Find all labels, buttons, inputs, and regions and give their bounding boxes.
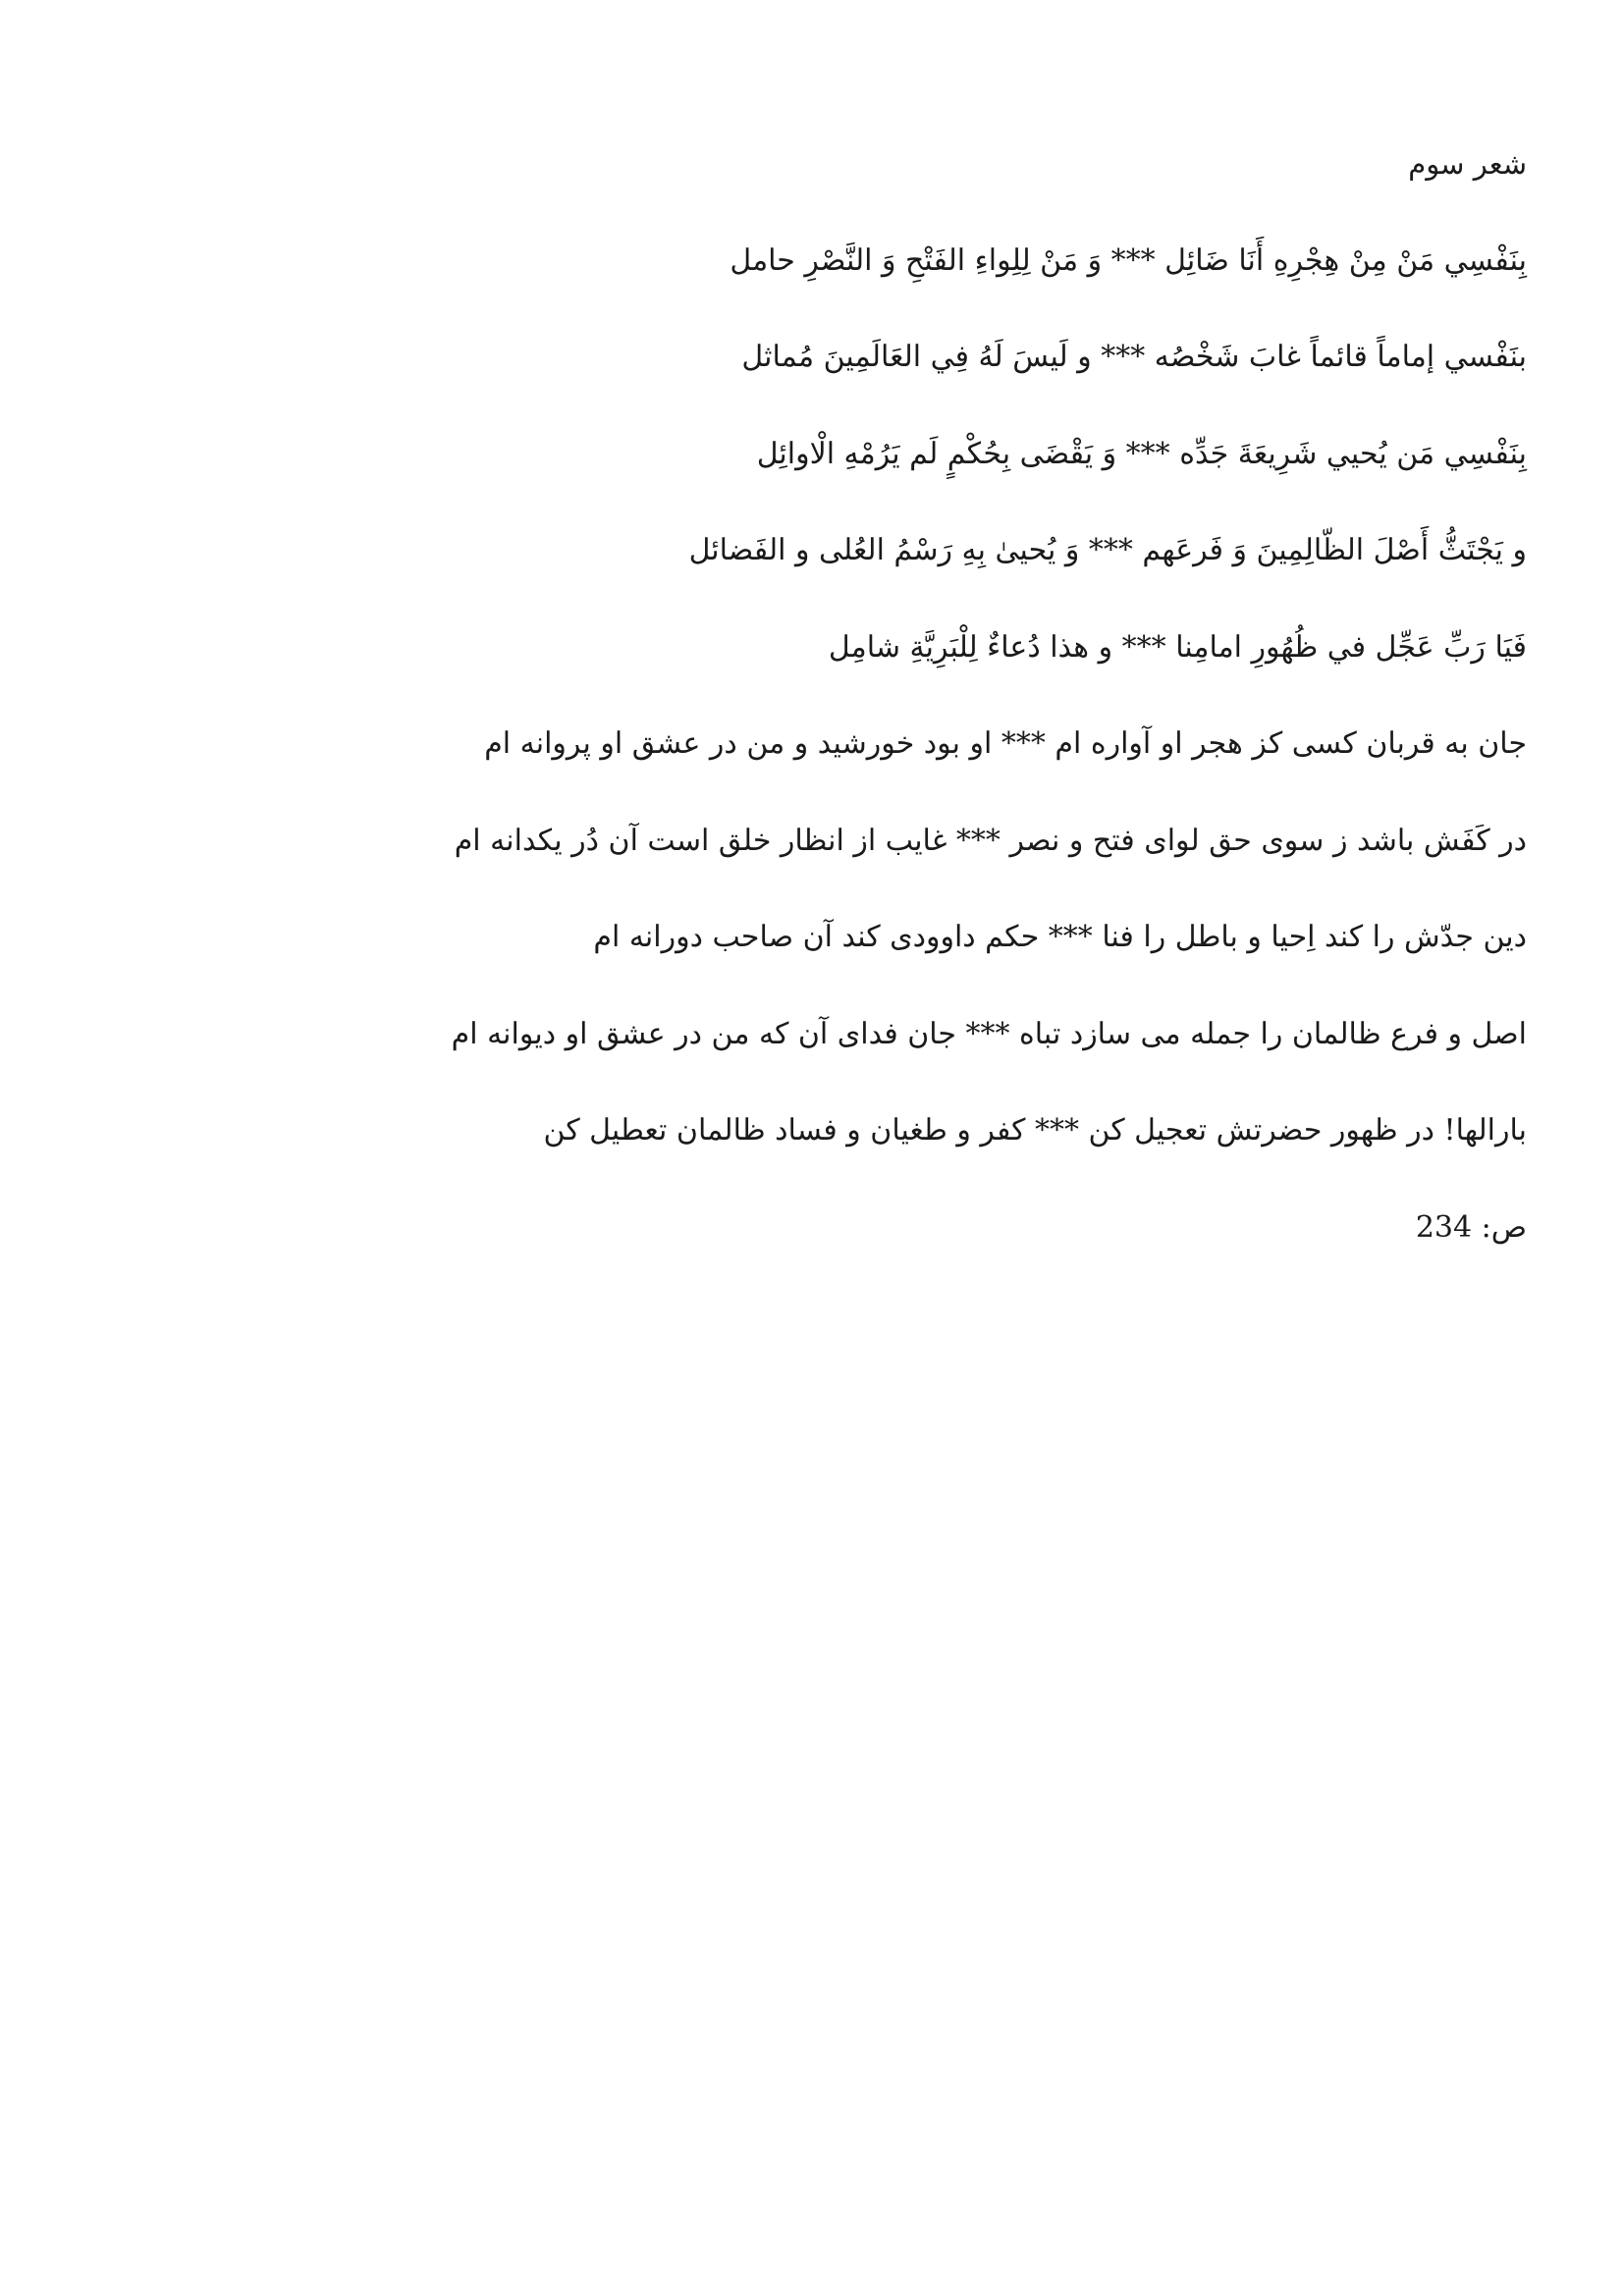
- persian-verse-4: اصل و فرع ظالمان را جمله می سازد تباه *** جان فدای آن که من در عشق او دیوانه ام: [451, 1016, 1527, 1051]
- arabic-verse-4: و يَجْتَثُّ أَصْلَ الظّالِمِينَ وَ فَرعَهم *** وَ يُحيىٰ بِهِ رَسْمُ العُلى و الفَضائل: [688, 533, 1527, 567]
- persian-verse-5: بارالها! در ظهور حضرتش تعجیل کن *** کفر و طغیان و فساد ظالمان تعطیل کن: [543, 1113, 1527, 1148]
- persian-verse-3: دین جدّش را کند اِحیا و باطل را فنا *** حکم داوودی کند آن صاحب دورانه ام: [593, 920, 1527, 954]
- poem-title: شعر سوم: [1408, 147, 1527, 181]
- persian-verse-1: جان به قربان کسی کز هجر او آواره ام *** او بود خورشید و من در عشق او پروانه ام: [484, 726, 1527, 761]
- arabic-verse-5: فَيَا رَبِّ عَجِّل في ظُهُورِ امامِنا *** و هذا دُعاءٌ لِلْبَرِيَّةِ شامِل: [828, 629, 1527, 665]
- page-number: ص: 234: [1415, 1209, 1527, 1245]
- arabic-verse-2: بنَفْسي إماماً قائماً غابَ شَخْصُه *** و لَيسَ لَهُ فِي العَالَمِينَ مُماثل: [741, 340, 1527, 374]
- arabic-verse-3: بِنَفْسِي مَن يُحيي شَرِيعَةَ جَدِّه *** وَ يَقْضَى بِحُكْمٍ لَم يَرُمْهِ الْاوائِل: [756, 436, 1527, 471]
- persian-verse-2: در کَفَش باشد ز سوی حق لوای فتح و نصر *** غایب از انظار خلق است آن دُر یکدانه ام: [454, 823, 1527, 858]
- poem-text-block: [349, 116, 1527, 1276]
- arabic-verse-1: بِنَفْسِي مَنْ مِنْ هِجْرِهِ أَنَا ضَائِل *** وَ مَنْ لِلِواءِ الفَتْحِ وَ النَّصْرِ حامل: [730, 242, 1527, 278]
